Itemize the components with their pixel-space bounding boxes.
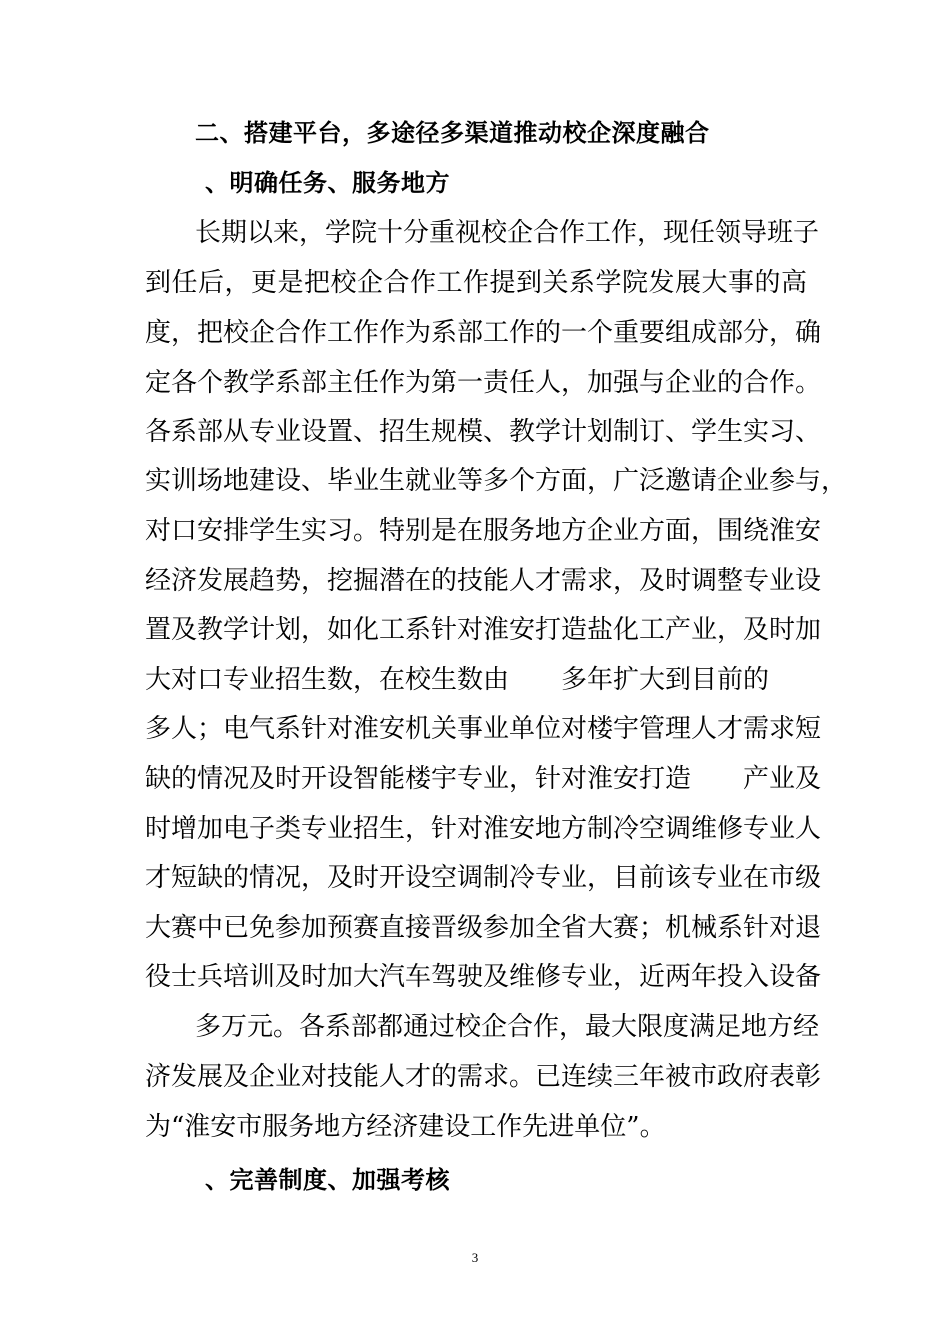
paragraph-line: 置及教学计划，如化工系针对淮安打造盐化工产业，及时加 xyxy=(145,615,822,645)
paragraph-line: 各系部从专业设置、招生规模、教学计划制订、学生实习、 xyxy=(145,417,822,447)
subheading-assessment: 、完善制度、加强考核 xyxy=(205,1166,450,1194)
paragraph-line: 为“淮安市服务地方经济建设工作先进单位”。 xyxy=(145,1112,666,1142)
paragraph-line: 时增加电子类专业招生，针对淮安地方制冷空调维修专业人 xyxy=(145,814,822,844)
page-number: 3 xyxy=(471,1250,479,1265)
paragraph-line: 定各个教学系部主任作为第一责任人，加强与企业的合作。 xyxy=(145,368,822,398)
paragraph-line: 对口安排学生实习。特别是在服务地方企业方面，围绕淮安 xyxy=(145,516,822,546)
paragraph-line: 大对口专业招生数，在校生数由 多年扩大到目前的 xyxy=(145,665,770,695)
section-heading: 二、搭建平台，多途径多渠道推动校企深度融合 xyxy=(195,119,710,147)
paragraph-line: 多万元。各系部都通过校企合作，最大限度满足地方经 xyxy=(195,1012,820,1042)
paragraph-line: 才短缺的情况，及时开设空调制冷专业，目前该专业在市级 xyxy=(145,863,822,893)
paragraph-line: 大赛中已免参加预赛直接晋级参加全省大赛；机械系针对退 xyxy=(145,913,822,943)
paragraph-line: 役士兵培训及时加大汽车驾驶及维修专业，近两年投入设备 xyxy=(145,962,822,992)
paragraph-line: 缺的情况及时开设智能楼宇专业，针对淮安打造 产业及 xyxy=(145,764,822,794)
paragraph-line: 度，把校企合作工作作为系部工作的一个重要组成部分，确 xyxy=(145,318,822,348)
paragraph-line: 经济发展趋势，挖掘潜在的技能人才需求，及时调整专业设 xyxy=(145,566,822,596)
paragraph-line: 多人；电气系针对淮安机关事业单位对楼宇管理人才需求短 xyxy=(145,714,822,744)
paragraph-line: 到任后，更是把校企合作工作提到关系学院发展大事的高 xyxy=(145,268,807,298)
paragraph-line: 济发展及企业对技能人才的需求。已连续三年被市政府表彰 xyxy=(145,1062,822,1092)
subheading-tasks: 、明确任务、服务地方 xyxy=(205,169,450,197)
paragraph-line: 实训场地建设、毕业生就业等多个方面，广泛邀请企业参与， xyxy=(145,466,848,496)
paragraph-line: 长期以来，学院十分重视校企合作工作，现任领导班子 xyxy=(195,218,820,248)
